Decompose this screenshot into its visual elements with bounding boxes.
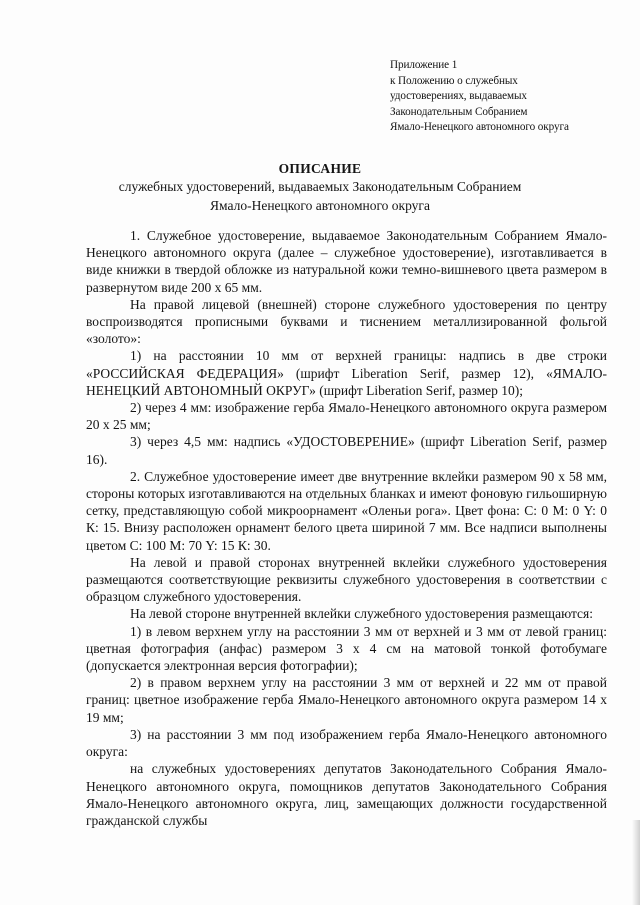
- document-subtitle: [0, 178, 640, 215]
- appendix-note: [390, 58, 630, 136]
- document-body: [86, 227, 607, 829]
- paragraph: На левой и правой сторонах внутренней вклейки служебного удостоверения размещаются соответствующие реквизиты служебного удостоверения в соответствии с образцом служебного удостоверения.: [86, 554, 607, 605]
- paragraph: на служебных удостоверениях депутатов Законодательного Собрания Ямало-Ненецкого автономного округа, помощников депутатов Законодательного Собрания Ямало-Ненецкого автономного округа, лиц, замещающих должности государственной гражданской службы: [86, 761, 607, 828]
- paragraph: На левой стороне внутренней вклейки служебного удостоверения размещаются:: [130, 606, 593, 622]
- paragraph: 1) на расстоянии 10 мм от верхней границы: надпись в две строки «РОССИЙСКАЯ ФЕДЕРАЦИЯ» (шрифт Liberation Serif, размер 12), «ЯМАЛО-НЕНЕЦКИЙ АВТОНОМНЫЙ ОКРУГ» (шрифт Liberation Serif, размер 10);: [86, 348, 607, 398]
- appendix-line: к Положению о служебных: [390, 74, 518, 87]
- paragraph: 1. Служебное удостоверение, выдаваемое Законодательным Собранием Ямало-Ненецкого автономного округа (далее – служебное удостоверение), изготавливается в виде книжки в твердой обложке из натуральной кожи темно-вишневого цвета размером в развернутом виде 200 х 65 мм.: [86, 228, 607, 295]
- scan-edge-shadow: [632, 820, 640, 905]
- paragraph: 3) на расстоянии 3 мм под изображением герба Ямало-Ненецкого автономного округа:: [86, 726, 607, 760]
- appendix-line: Законодательным Собранием: [390, 105, 528, 118]
- paragraph: 1) в левом верхнем углу на расстоянии 3 мм от верхней и 3 мм от левой границ: цветная фотография (анфас) размером 3 х 4 см на матовой тонкой фотобумаге (допускается электронная версия фотографии);: [86, 623, 607, 674]
- document-title: ОПИСАНИЕ: [278, 161, 362, 176]
- appendix-line: Ямало-Ненецкого автономного округа: [390, 121, 569, 133]
- subtitle-line: Ямало-Ненецкого автономного округа: [210, 197, 430, 213]
- subtitle-line: служебных удостоверений, выдаваемых Законодательным Собранием: [118, 179, 522, 194]
- paragraph: На правой лицевой (внешней) стороне служебного удостоверения по центру воспроизводятся прописными буквами и тиснением металлизированной фольгой «золото»:: [86, 296, 607, 347]
- paragraph: 2) через 4 мм: изображение герба Ямало-Ненецкого автономного округа размером 20 х 25 мм;: [86, 400, 607, 433]
- appendix-line: удостоверениях, выдаваемых: [390, 90, 527, 102]
- paragraph: 2) в правом верхнем углу на расстоянии 3 мм от верхней и 22 мм от правой границ: цветное изображение герба Ямало-Ненецкого автономного округа размером 14 х 19 мм;: [86, 675, 607, 725]
- paragraph: 2. Служебное удостоверение имеет две внутренние вклейки размером 90 х 58 мм, стороны которых изготавливаются на отдельных бланках и имеют фоновую гильоширную сетку, представляющую собой микроорнамент «Оленьи рога». Цвет фона: С: 0 М: 0 Y: 0 К: 15. Внизу расположен орнамент белого цвета шириной 7 мм. Все надписи выполнены цветом С: 100 М: 70 Y: 15 К: 30.: [86, 468, 607, 553]
- paragraph: 3) через 4,5 мм: надпись «УДОСТОВЕРЕНИЕ» (шрифт Liberation Serif, размер 16).: [86, 434, 607, 467]
- appendix-line: Приложение 1: [390, 59, 458, 71]
